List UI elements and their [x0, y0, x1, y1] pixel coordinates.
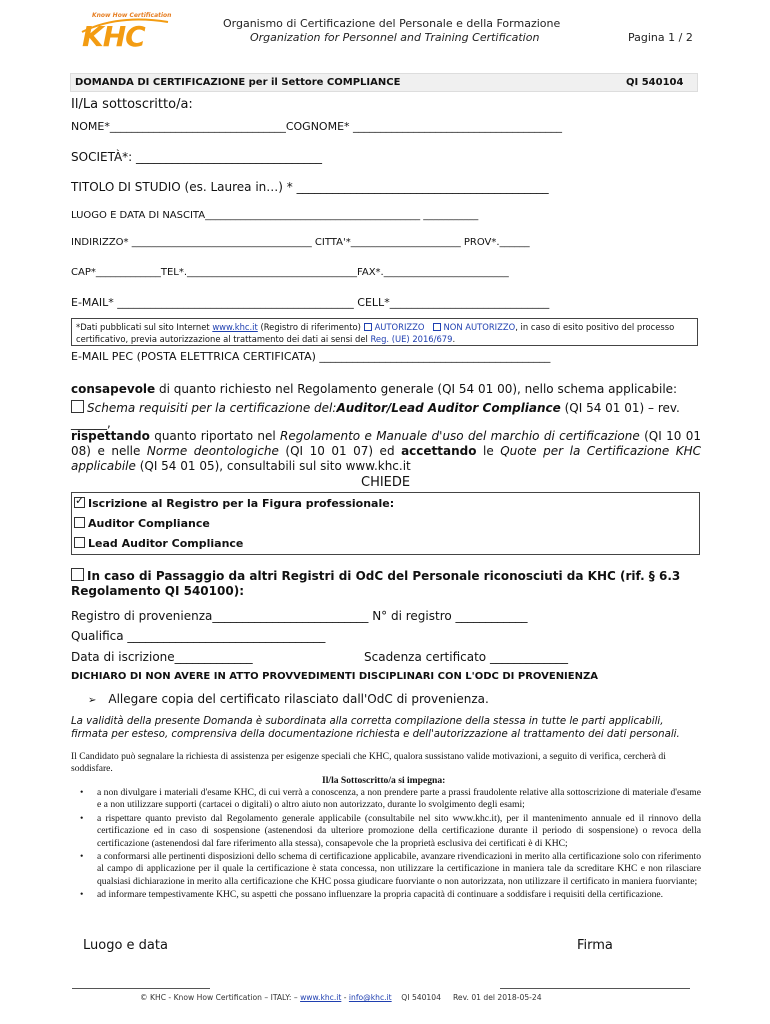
notice-text-b: (Registro di riferimento)	[257, 322, 364, 332]
expiry-date-field[interactable]: Scadenza certificato _____________	[364, 650, 568, 664]
commitment-title: Il/la Sottoscritto/a si impegna:	[322, 775, 446, 786]
commitment-item: • ad informare tempestivamente KHC, su aspetti che possano influenzare la propria capacità di continuare a soddisfare i requisiti della certificazione.	[71, 889, 701, 901]
commitment-list	[71, 787, 701, 903]
attach-instruction	[88, 692, 489, 706]
notice-text-d: .	[452, 334, 456, 344]
signature-line[interactable]	[500, 988, 690, 989]
data-publication-notice	[71, 318, 698, 346]
scheme-revision: (QI 54 01 01) – rev. ______,	[71, 401, 680, 430]
footer-text-b: -	[341, 993, 349, 1002]
validity-note: La validità della presente Domanda è subordinata alla corretta compilazione della stessa in tutte le parti applicabili, firmata per esteso, comprensiva della documentazione richiesta e dell'autorizzazione al trattamento dei dati personali.	[71, 716, 680, 740]
title-bar	[70, 73, 698, 92]
gdpr-reference: Reg. (UE) 2016/679	[370, 334, 453, 344]
scheme-name: Auditor/Lead Auditor Compliance	[336, 401, 561, 415]
aware-text: di quanto richiesto nel Regolamento generale (QI 54 01 00), nello schema applicabile:	[155, 382, 678, 396]
form-code: QI 540104	[626, 77, 684, 88]
authorize-option[interactable]	[364, 322, 425, 332]
footer-text-a: © KHC - Know How Certification – ITALY: –	[140, 993, 301, 1002]
page-number: Pagina 1 / 2	[628, 31, 693, 44]
registry-label: Iscrizione al Registro per la Figura professionale:	[88, 497, 395, 510]
enrolment-date-field[interactable]: Data di iscrizione_____________	[71, 650, 253, 664]
disciplinary-statement: DICHIARO DI NON AVERE IN ATTO PROVVEDIMENTI DISCIPLINARI CON L'ODC DI PROVENIENZA	[71, 671, 598, 682]
commitment-item: • a conformarsi alle pertinenti disposizioni dello schema di certificazione applicabile, avanzare rivendicazioni in merito alla certificazione solo con riferimento al campo di applicazione per il quale la certificazione è stata concessa, non utilizzare la certificazione in maniera tale da screditare KHC e non rilasciare qualsiasi dichiarazione in merito alla certificazione che KHC possa giudicare fuorviante o non autorizzata, non utilizzare il certificato in maniera fuorviante;	[71, 851, 701, 888]
scheme-checkbox[interactable]	[71, 400, 84, 413]
place-date-label: Luogo e data	[83, 938, 168, 953]
accept-keyword: accettando	[401, 444, 477, 458]
respect-text-b: (QI 10 01 08) e nelle	[71, 429, 701, 458]
cap-tel-fax-field[interactable]: CAP*_____________TEL*.__________________________________FAX*._________________________	[71, 267, 509, 278]
respect-text-a: quanto riportato nel	[149, 429, 281, 443]
degree-field[interactable]: TITOLO DI STUDIO (es. Laurea in…) * __________________________________________	[71, 180, 549, 194]
declaration-respect	[71, 429, 701, 474]
khc-logo	[78, 12, 170, 52]
assistance-note: Il Candidato può segnalare la richiesta di assistenza per esigenze speciali che KHC, qualora sussistano valide motivazioni, a seguito di verifica, cercherà di soddisfare.	[71, 751, 666, 775]
scheme-text: Schema requisiti per la certificazione del:	[87, 401, 337, 415]
trademark-regulation: Regolamento e Manuale d'uso del marchio di certificazione	[280, 429, 640, 443]
commitment-item: • a rispettare quanto previsto dal Regolamento generale applicabile (consultabile nel sito www.khc.it), per il mantenimento annuale ed il rinnovo della certificazione ed in caso di sospensione (astenendosi da ulteriore promozione della certificazione durante il periodo di sospensione) o revoca della certificazione (astenendosi dal fare riferimento alla stessa), consapevole che la proprietà esclusiva dei certificati è di KHC;	[71, 813, 701, 850]
auditor-label: Auditor Compliance	[88, 517, 210, 530]
lead-auditor-option[interactable]	[74, 537, 243, 550]
notice-text-c: , in caso di esito positivo del processo certificativo, previa autorizzazione al trattamento dei dati ai sensi del	[76, 322, 675, 344]
org-name-english: Organization for Personnel and Training Certification	[250, 31, 540, 44]
authorize-label: AUTORIZZO	[374, 322, 425, 332]
signature-label: Firma	[577, 938, 613, 953]
declaration-scheme	[71, 400, 701, 431]
lead-auditor-label: Lead Auditor Compliance	[88, 537, 244, 550]
qualification-field[interactable]: Qualifica _________________________________	[71, 629, 326, 643]
logo-text: KHC	[82, 20, 145, 53]
place-date-line[interactable]	[72, 988, 210, 989]
request-box	[71, 492, 700, 555]
not-authorize-checkbox[interactable]	[433, 323, 441, 331]
name-surname-field[interactable]: NOME*________________________________COGNOME* ______________________________________	[71, 120, 563, 133]
undersigned-label: Il/La sottoscritto/a:	[71, 97, 193, 112]
footer	[140, 993, 542, 1002]
company-field[interactable]: SOCIETÀ*: _______________________________	[71, 150, 323, 164]
registry-checkbox[interactable]	[74, 497, 85, 508]
authorize-checkbox[interactable]	[364, 323, 372, 331]
notice-text-a: *Dati pubblicati sul sito Internet	[76, 322, 213, 332]
ethics-norms: Norme deontologiche	[146, 444, 279, 458]
transfer-checkbox[interactable]	[71, 568, 84, 581]
declaration-aware	[71, 382, 677, 396]
respect-text-c: (QI 10 01 07) ed	[278, 444, 402, 458]
logo-tagline: Know How Certification	[92, 12, 172, 19]
auditor-option[interactable]	[74, 517, 210, 530]
transfer-heading-text: In caso di Passaggio da altri Registri di OdC del Personale riconosciuti da KHC (rif. § 6.3 Regolamento QI 540100):	[71, 569, 681, 598]
respect-text-e: (QI 54 01 05), consultabili sul sito www.khc.it	[135, 459, 411, 473]
org-name-italian: Organismo di Certificazione del Personale e della Formazione	[223, 17, 561, 30]
lead-auditor-checkbox[interactable]	[74, 537, 85, 548]
footer-site-link[interactable]: www.khc.it	[300, 993, 342, 1002]
birth-place-date-field[interactable]: LUOGO E DATA DI NASCITA___________________________________________ ___________	[71, 210, 479, 221]
request-heading: CHIEDE	[361, 475, 411, 490]
registry-option[interactable]	[74, 497, 394, 510]
transfer-heading	[71, 568, 701, 599]
footer-mail-link[interactable]: info@khc.it	[348, 993, 392, 1002]
not-authorize-option[interactable]	[433, 322, 516, 332]
pec-field[interactable]: E-MAIL PEC (POSTA ELETTRICA CERTIFICATA) __________________________________________	[71, 350, 551, 363]
attach-text: Allegare copia del certificato rilasciato dall'OdC di provenienza.	[108, 692, 489, 706]
origin-registry-field[interactable]: Registro di provenienza__________________________ N° di registro ____________	[71, 609, 528, 623]
notice-site-link[interactable]: www.khc.it	[212, 322, 258, 332]
respect-text-d: le	[476, 444, 501, 458]
fees-reference: Quote per la Certificazione KHC applicabile	[71, 444, 701, 473]
respect-keyword: rispettando	[71, 429, 150, 443]
aware-keyword: consapevole	[71, 382, 156, 396]
commitment-item: • a non divulgare i materiali d'esame KHC, di cui verrà a conoscenza, a non prendere parte a prassi fraudolente relative alla sottoscrizione di materiale d'esame e a non utilizzare supporti (cartacei o digitali) o altro aiuto non autorizzato, durante lo svolgimento degli esami;	[71, 787, 701, 812]
form-title: DOMANDA DI CERTIFICAZIONE per il Settore COMPLIANCE	[75, 77, 401, 88]
auditor-checkbox[interactable]	[74, 517, 85, 528]
arrow-bullet-icon: ➢	[88, 695, 97, 706]
footer-text-c: QI 540104 Rev. 01 del 2018-05-24	[391, 993, 542, 1002]
email-cell-field[interactable]: E-MAIL* ___________________________________________ CELL*_____________________________	[71, 296, 550, 309]
not-authorize-label: NON AUTORIZZO	[443, 322, 516, 332]
address-field[interactable]: INDIRIZZO* ____________________________________ CITTA'*______________________ PROV*.______	[71, 237, 530, 248]
